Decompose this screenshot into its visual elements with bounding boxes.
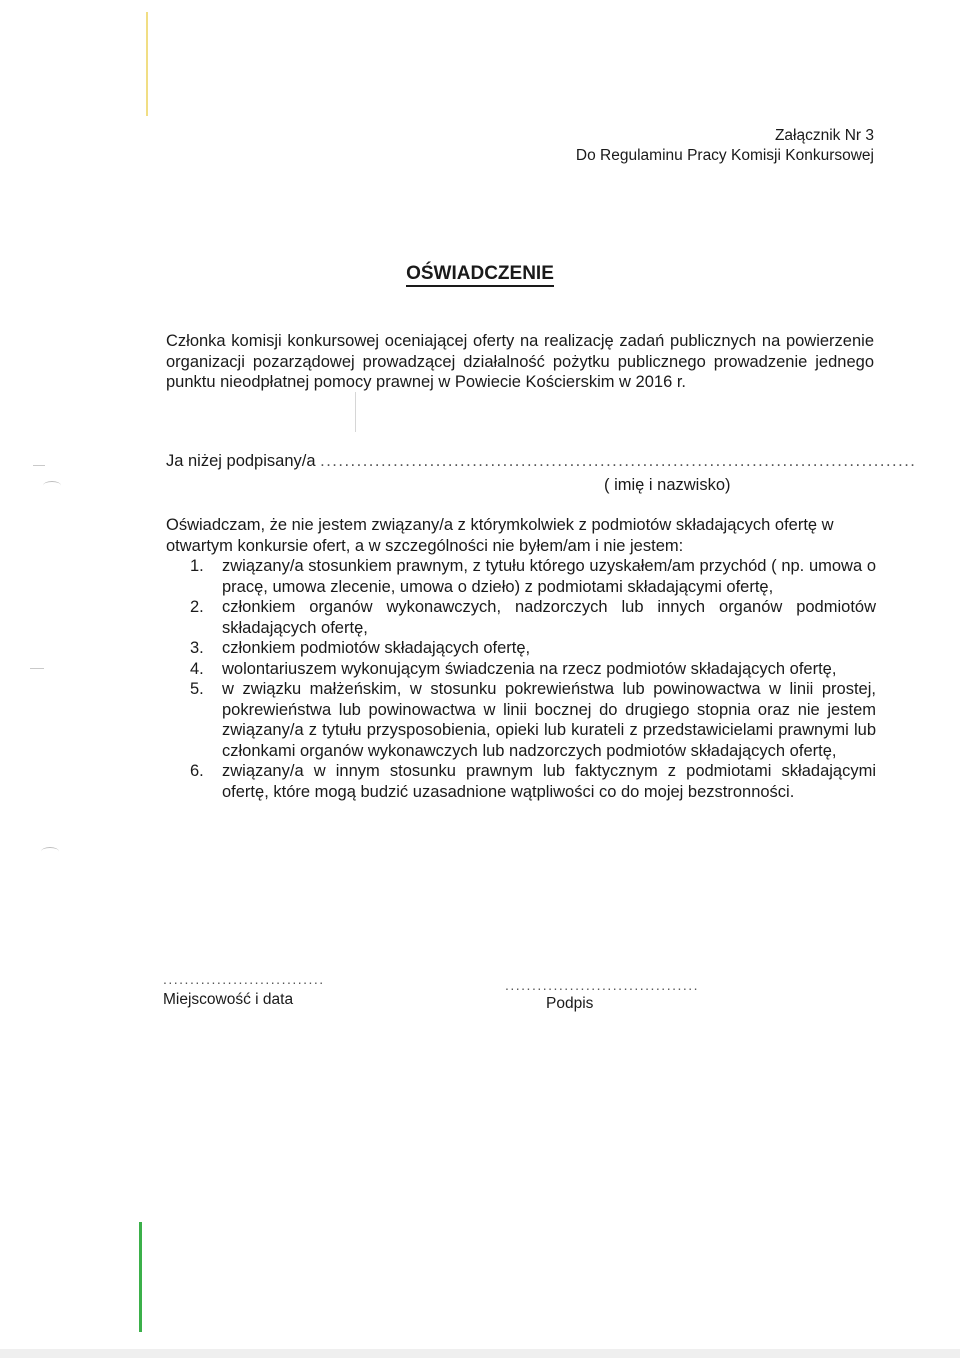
list-item: [190, 556, 876, 597]
list-item: [190, 659, 876, 680]
scan-bottom-edge: [0, 1349, 960, 1358]
place-date-field: ..............................: [163, 971, 325, 987]
intro-paragraph: Członka komisji konkursowej oceniającej oferty na realizację zadań publicznych na powierzenie organizacji pozarządowej prowadzącej działalność pożytku publicznego prowadzenie jednego punktu nieodpłatnej pomocy prawnej w Powiecie Kościerskim w 2016 r.: [166, 332, 874, 391]
appendix-number: Załącznik Nr 3: [774, 127, 874, 144]
scan-mark-dash: [30, 668, 44, 669]
declaration-list: [190, 556, 876, 802]
list-item-number: 3.: [190, 639, 204, 657]
signer-line: [166, 452, 917, 471]
document-title-text: OŚWIADCZENIE: [406, 263, 554, 287]
scan-mark-line: [355, 392, 356, 432]
scan-mark-arc: [43, 481, 61, 490]
list-item-number: 4.: [190, 659, 204, 678]
signer-name-field: ..................................................................................................: [320, 452, 917, 470]
list-item: [190, 638, 876, 659]
list-item: [190, 761, 876, 802]
scan-mark-yellow: [146, 12, 148, 116]
list-item-text: związany/a stosunkiem prawnym, z tytułu którego uzyskałem/am przychód ( np. umowa o pracę, umowa zlecenie, umowa o dzieło) z podmiotami składającymi ofertę,: [222, 557, 876, 596]
list-item-number: 1.: [190, 557, 204, 575]
document-title: [0, 263, 960, 285]
scan-mark-green: [139, 1222, 142, 1332]
list-item-number: 2.: [190, 598, 204, 616]
list-item-text: wolontariuszem wykonującym świadczenia na rzecz podmiotów składających ofertę,: [222, 659, 837, 678]
signer-label: Ja niżej podpisany/a: [166, 452, 316, 470]
appendix-header: [576, 126, 874, 166]
list-item-number: 6.: [190, 762, 204, 780]
appendix-reference: Do Regulaminu Pracy Komisji Konkursowej: [575, 147, 874, 164]
signature-label: Podpis: [546, 995, 594, 1012]
signature-field: ....................................: [505, 977, 700, 993]
list-item-text: członkiem organów wykonawczych, nadzorczych lub innych organów podmiotów składających ofertę,: [222, 598, 876, 637]
scan-mark-arc: [41, 847, 59, 856]
list-item: [190, 597, 876, 638]
list-item: [190, 679, 876, 761]
list-item-text: związany/a w innym stosunku prawnym lub faktycznym z podmiotami składającymi ofertę, które mogą budzić uzasadnione wątpliwości co do mojej bezstronności.: [222, 762, 876, 801]
list-item-text: członkiem podmiotów składających ofertę,: [222, 639, 531, 657]
list-item-number: 5.: [190, 680, 204, 698]
place-date-label: Miejscowość i data: [163, 991, 294, 1008]
signer-name-hint: ( imię i nazwisko): [604, 476, 731, 494]
list-item-text: w związku małżeńskim, w stosunku pokrewieństwa lub powinowactwa w linii prostej, pokrewieństwa lub powinowactwa w linii bocznej do drugiego stopnia oraz nie jestem związany/a z tytułu przysposobienia, opieki lub kurateli z przedstawicielami prawnymi lub członkami organów wykonawczych lub nadzorczych podmiotów składających ofertę,: [222, 680, 876, 760]
scan-mark-dash: [33, 465, 45, 466]
declaration-paragraph: Oświadczam, że nie jestem związany/a z którymkolwiek z podmiotów składających ofertę w otwartym konkursie ofert, a w szczególności nie byłem/am i nie jestem:: [166, 516, 834, 555]
